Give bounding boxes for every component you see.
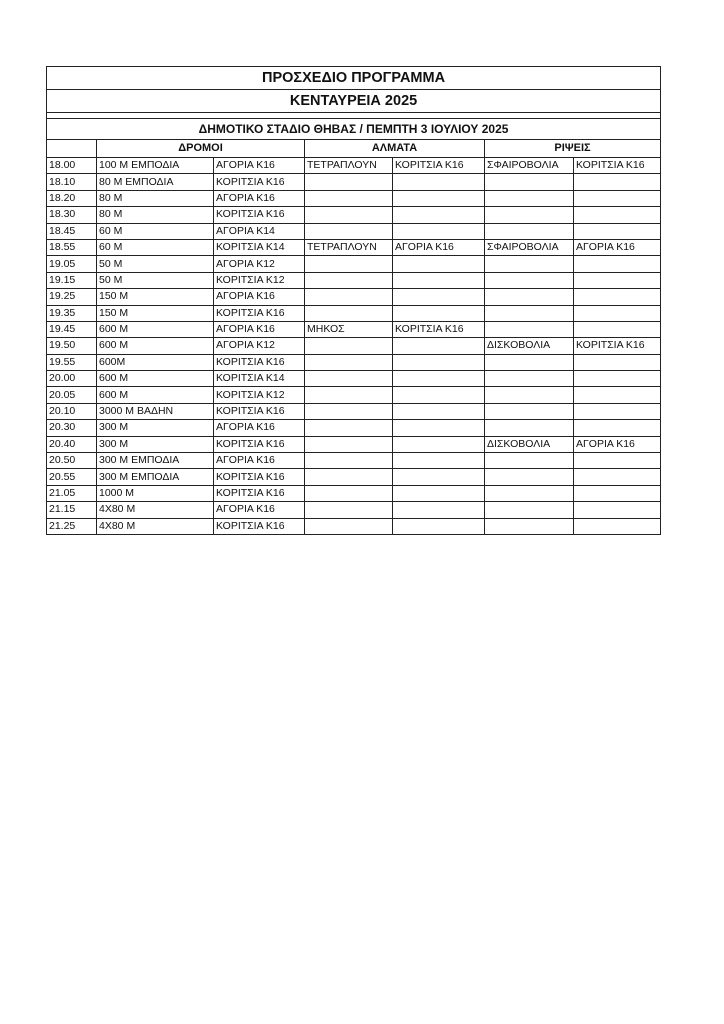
group-header-row: [47, 140, 661, 158]
throw-event-cell: [485, 321, 574, 337]
schedule-row: [47, 321, 661, 337]
race-event-cell: 150 Μ: [97, 305, 214, 321]
throw-category-cell: [574, 190, 661, 206]
time-cell: 20.30: [47, 420, 97, 436]
throw-category-cell: [574, 387, 661, 403]
jump-event-cell: [305, 436, 393, 452]
throw-event-cell: [485, 223, 574, 239]
race-category-cell: ΚΟΡΙΤΣΙΑ Κ12: [214, 387, 305, 403]
time-cell: 19.35: [47, 305, 97, 321]
subtitle-row: [47, 90, 661, 113]
schedule-row: [47, 223, 661, 239]
throw-category-cell: [574, 485, 661, 501]
time-cell: 19.05: [47, 256, 97, 272]
race-category-cell: ΑΓΟΡΙΑ Κ12: [214, 256, 305, 272]
schedule-sheet: [46, 66, 660, 535]
schedule-row: [47, 371, 661, 387]
title-row: [47, 67, 661, 90]
throw-category-cell: [574, 174, 661, 190]
jump-event-cell: [305, 420, 393, 436]
schedule-row: [47, 272, 661, 288]
race-event-cell: 4Χ80 Μ: [97, 502, 214, 518]
jump-category-cell: [393, 256, 485, 272]
jump-category-cell: [393, 469, 485, 485]
jump-category-cell: [393, 190, 485, 206]
jump-event-cell: [305, 371, 393, 387]
jump-event-cell: [305, 190, 393, 206]
race-event-cell: 300 Μ: [97, 420, 214, 436]
group-header-races: ΔΡΟΜΟΙ: [97, 140, 305, 158]
race-event-cell: 300 Μ ΕΜΠΟΔΙΑ: [97, 469, 214, 485]
throw-event-cell: [485, 174, 574, 190]
schedule-row: [47, 239, 661, 255]
race-category-cell: ΚΟΡΙΤΣΙΑ Κ16: [214, 403, 305, 419]
throw-event-cell: [485, 371, 574, 387]
throw-category-cell: [574, 207, 661, 223]
race-event-cell: 300 Μ ΕΜΠΟΔΙΑ: [97, 453, 214, 469]
jump-event-cell: [305, 305, 393, 321]
jump-category-cell: [393, 502, 485, 518]
throw-event-cell: [485, 403, 574, 419]
race-category-cell: ΚΟΡΙΤΣΙΑ Κ16: [214, 485, 305, 501]
throw-event-cell: [485, 256, 574, 272]
venue-row: [47, 119, 661, 140]
jump-event-cell: [305, 518, 393, 534]
time-cell: 20.40: [47, 436, 97, 452]
throw-event-cell: [485, 502, 574, 518]
race-category-cell: ΚΟΡΙΤΣΙΑ Κ12: [214, 272, 305, 288]
time-cell: 18.45: [47, 223, 97, 239]
time-cell: 19.55: [47, 354, 97, 370]
jump-event-cell: [305, 403, 393, 419]
jump-event-cell: [305, 502, 393, 518]
race-category-cell: ΚΟΡΙΤΣΙΑ Κ16: [214, 469, 305, 485]
time-cell: 19.45: [47, 321, 97, 337]
jump-category-cell: [393, 485, 485, 501]
jump-category-cell: [393, 420, 485, 436]
time-cell: 21.25: [47, 518, 97, 534]
jump-event-cell: [305, 174, 393, 190]
throw-category-cell: [574, 518, 661, 534]
race-event-cell: 600Μ: [97, 354, 214, 370]
schedule-row: [47, 207, 661, 223]
jump-category-cell: ΑΓΟΡΙΑ Κ16: [393, 239, 485, 255]
jump-event-cell: [305, 256, 393, 272]
throw-event-cell: [485, 420, 574, 436]
jump-event-cell: [305, 338, 393, 354]
race-category-cell: ΑΓΟΡΙΑ Κ16: [214, 158, 305, 174]
throw-event-cell: [485, 469, 574, 485]
schedule-row: [47, 485, 661, 501]
schedule-row: [47, 354, 661, 370]
jump-event-cell: [305, 272, 393, 288]
jump-category-cell: [393, 518, 485, 534]
race-category-cell: ΑΓΟΡΙΑ Κ16: [214, 420, 305, 436]
jump-event-cell: [305, 289, 393, 305]
throw-event-cell: [485, 387, 574, 403]
schedule-row: [47, 403, 661, 419]
throw-event-cell: [485, 518, 574, 534]
race-category-cell: ΑΓΟΡΙΑ Κ12: [214, 338, 305, 354]
race-category-cell: ΑΓΟΡΙΑ Κ16: [214, 321, 305, 337]
throw-category-cell: ΑΓΟΡΙΑ Κ16: [574, 436, 661, 452]
race-event-cell: 50 Μ: [97, 272, 214, 288]
jump-category-cell: [393, 338, 485, 354]
throw-event-cell: ΣΦΑΙΡΟΒΟΛΙΑ: [485, 239, 574, 255]
schedule-row: [47, 338, 661, 354]
race-category-cell: ΑΓΟΡΙΑ Κ16: [214, 289, 305, 305]
jump-category-cell: [393, 403, 485, 419]
throw-event-cell: ΔΙΣΚΟΒΟΛΙΑ: [485, 338, 574, 354]
time-cell: 18.55: [47, 239, 97, 255]
group-header-throws: ΡΙΨΕΙΣ: [485, 140, 661, 158]
throw-event-cell: [485, 289, 574, 305]
jump-category-cell: [393, 387, 485, 403]
jump-event-cell: [305, 387, 393, 403]
time-cell: 20.00: [47, 371, 97, 387]
throw-category-cell: [574, 305, 661, 321]
race-category-cell: ΑΓΟΡΙΑ Κ16: [214, 502, 305, 518]
schedule-row: [47, 174, 661, 190]
schedule-row: [47, 436, 661, 452]
jump-category-cell: [393, 354, 485, 370]
race-category-cell: ΚΟΡΙΤΣΙΑ Κ16: [214, 354, 305, 370]
throw-event-cell: [485, 453, 574, 469]
throw-category-cell: [574, 223, 661, 239]
jump-event-cell: ΤΕΤΡΑΠΛΟΥΝ: [305, 239, 393, 255]
document-subtitle: ΚΕΝΤΑΥΡΕΙΑ 2025: [47, 90, 661, 113]
jump-event-cell: [305, 485, 393, 501]
group-header-jumps: ΑΛΜΑΤΑ: [305, 140, 485, 158]
time-cell: 19.15: [47, 272, 97, 288]
jump-category-cell: [393, 174, 485, 190]
race-event-cell: 80 Μ: [97, 190, 214, 206]
jump-category-cell: [393, 371, 485, 387]
jump-category-cell: [393, 272, 485, 288]
time-cell: 19.50: [47, 338, 97, 354]
jump-event-cell: ΜΗΚΟΣ: [305, 321, 393, 337]
race-category-cell: ΚΟΡΙΤΣΙΑ Κ14: [214, 371, 305, 387]
throw-category-cell: [574, 502, 661, 518]
race-event-cell: 1000 Μ: [97, 485, 214, 501]
schedule-row: [47, 502, 661, 518]
race-event-cell: 60 Μ: [97, 239, 214, 255]
jump-category-cell: ΚΟΡΙΤΣΙΑ Κ16: [393, 321, 485, 337]
jump-event-cell: [305, 453, 393, 469]
schedule-row: [47, 158, 661, 174]
schedule-row: [47, 469, 661, 485]
time-cell: 20.05: [47, 387, 97, 403]
schedule-row: [47, 190, 661, 206]
race-category-cell: ΑΓΟΡΙΑ Κ14: [214, 223, 305, 239]
schedule-row: [47, 387, 661, 403]
race-event-cell: 600 Μ: [97, 387, 214, 403]
throw-category-cell: [574, 371, 661, 387]
throw-event-cell: [485, 272, 574, 288]
race-event-cell: 100 Μ ΕΜΠΟΔΙΑ: [97, 158, 214, 174]
race-category-cell: ΚΟΡΙΤΣΙΑ Κ16: [214, 518, 305, 534]
schedule-row: [47, 305, 661, 321]
jump-category-cell: [393, 289, 485, 305]
race-category-cell: ΚΟΡΙΤΣΙΑ Κ16: [214, 174, 305, 190]
throw-category-cell: ΑΓΟΡΙΑ Κ16: [574, 239, 661, 255]
schedule-table: [46, 66, 661, 535]
race-category-cell: ΚΟΡΙΤΣΙΑ Κ14: [214, 239, 305, 255]
throw-event-cell: ΣΦΑΙΡΟΒΟΛΙΑ: [485, 158, 574, 174]
race-event-cell: 150 Μ: [97, 289, 214, 305]
race-event-cell: 300 Μ: [97, 436, 214, 452]
time-cell: 21.05: [47, 485, 97, 501]
time-cell: 18.30: [47, 207, 97, 223]
jump-category-cell: [393, 207, 485, 223]
race-event-cell: 50 Μ: [97, 256, 214, 272]
jump-event-cell: [305, 469, 393, 485]
time-cell: 19.25: [47, 289, 97, 305]
jump-category-cell: [393, 223, 485, 239]
throw-category-cell: [574, 453, 661, 469]
document-title: ΠΡΟΣΧΕΔΙΟ ΠΡΟΓΡΑΜΜΑ: [47, 67, 661, 90]
time-cell: 21.15: [47, 502, 97, 518]
race-category-cell: ΚΟΡΙΤΣΙΑ Κ16: [214, 305, 305, 321]
throw-event-cell: [485, 485, 574, 501]
jump-event-cell: [305, 207, 393, 223]
throw-event-cell: [485, 190, 574, 206]
jump-event-cell: ΤΕΤΡΑΠΛΟΥΝ: [305, 158, 393, 174]
race-event-cell: 4Χ80 Μ: [97, 518, 214, 534]
jump-category-cell: [393, 453, 485, 469]
jump-category-cell: ΚΟΡΙΤΣΙΑ Κ16: [393, 158, 485, 174]
throw-category-cell: ΚΟΡΙΤΣΙΑ Κ16: [574, 158, 661, 174]
race-category-cell: ΚΟΡΙΤΣΙΑ Κ16: [214, 436, 305, 452]
throw-category-cell: ΚΟΡΙΤΣΙΑ Κ16: [574, 338, 661, 354]
schedule-row: [47, 289, 661, 305]
jump-category-cell: [393, 305, 485, 321]
schedule-row: [47, 453, 661, 469]
schedule-row: [47, 256, 661, 272]
race-category-cell: ΑΓΟΡΙΑ Κ16: [214, 453, 305, 469]
race-event-cell: 3000 Μ ΒΑΔΗΝ: [97, 403, 214, 419]
group-header-time-blank: [47, 140, 97, 158]
jump-event-cell: [305, 223, 393, 239]
race-event-cell: 600 Μ: [97, 371, 214, 387]
time-cell: 20.10: [47, 403, 97, 419]
throw-category-cell: [574, 289, 661, 305]
throw-category-cell: [574, 256, 661, 272]
schedule-row: [47, 420, 661, 436]
throw-category-cell: [574, 321, 661, 337]
schedule-row: [47, 518, 661, 534]
time-cell: 18.00: [47, 158, 97, 174]
time-cell: 18.10: [47, 174, 97, 190]
throw-event-cell: ΔΙΣΚΟΒΟΛΙΑ: [485, 436, 574, 452]
throw-category-cell: [574, 469, 661, 485]
throw-category-cell: [574, 420, 661, 436]
race-event-cell: 600 Μ: [97, 321, 214, 337]
time-cell: 18.20: [47, 190, 97, 206]
throw-category-cell: [574, 354, 661, 370]
race-event-cell: 80 Μ ΕΜΠΟΔΙΑ: [97, 174, 214, 190]
throw-event-cell: [485, 305, 574, 321]
jump-event-cell: [305, 354, 393, 370]
race-event-cell: 600 Μ: [97, 338, 214, 354]
race-category-cell: ΚΟΡΙΤΣΙΑ Κ16: [214, 207, 305, 223]
venue-date: ΔΗΜΟΤΙΚΟ ΣΤΑΔΙΟ ΘΗΒΑΣ / ΠΕΜΠΤΗ 3 ΙΟΥΛΙΟΥ 2025: [47, 119, 661, 140]
throw-event-cell: [485, 354, 574, 370]
throw-event-cell: [485, 207, 574, 223]
time-cell: 20.55: [47, 469, 97, 485]
throw-category-cell: [574, 272, 661, 288]
race-category-cell: ΑΓΟΡΙΑ Κ16: [214, 190, 305, 206]
throw-category-cell: [574, 403, 661, 419]
race-event-cell: 60 Μ: [97, 223, 214, 239]
jump-category-cell: [393, 436, 485, 452]
time-cell: 20.50: [47, 453, 97, 469]
race-event-cell: 80 Μ: [97, 207, 214, 223]
